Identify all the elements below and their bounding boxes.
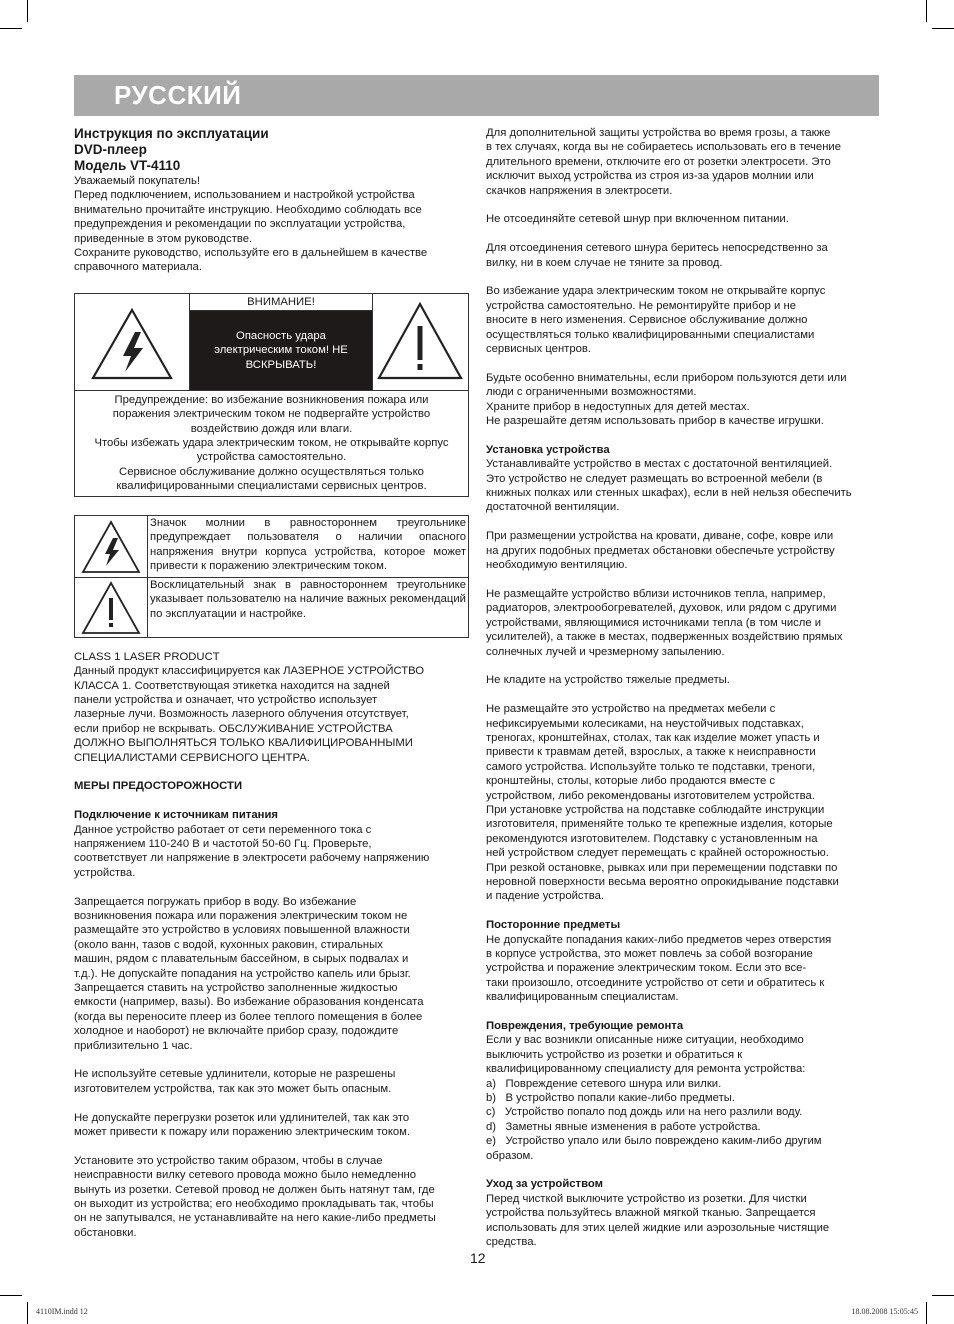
text-line: справочного материала. bbox=[74, 261, 202, 274]
text-line: соответствует ли напряжение в электросети рабочему напряжению bbox=[74, 852, 430, 865]
exclamation-triangle-icon bbox=[373, 294, 468, 390]
text-line: Не используйте сетевые удлинители, которые не разрешены bbox=[74, 1068, 396, 1081]
paragraph bbox=[486, 1033, 881, 1163]
symbol-description: Значок молнии в равностороннем треугольнике предупреждает пользователя о наличии опасного напряжения внутри корпуса устройства, которое может привести к поражению электрическим током. bbox=[150, 516, 466, 572]
text-line: внимательно прочитайте инструкцию. Необходимо соблюдать все bbox=[74, 203, 422, 216]
text-line: Не допускайте перегрузки розеток или удлинителей, так как это bbox=[74, 1111, 410, 1124]
text-line: Чтобы избежать удара электрическим током, не открывайте корпус bbox=[94, 437, 449, 450]
list-item: b) В устройство попали какие-либо предметы. bbox=[486, 1092, 736, 1105]
text-line: самого устройства. Используйте только те подставки, треноги, bbox=[486, 760, 816, 773]
text-line: Данное устройство работает от сети переменного тока с bbox=[74, 823, 372, 836]
crop-mark bbox=[27, 0, 28, 22]
symbol-row bbox=[75, 578, 468, 637]
text-line: приблизительно 1 час. bbox=[74, 1039, 193, 1052]
text-line: рекомендуются изготовителем. Подставку с установленным на bbox=[486, 832, 818, 845]
crop-mark bbox=[0, 28, 22, 29]
text-line: Не кладите на устройство тяжелые предметы. bbox=[486, 674, 730, 687]
text-line: в корпусе устройства, это может повлечь за собой возгорание bbox=[486, 948, 813, 960]
text-line: необходимую вентиляцию. bbox=[486, 559, 628, 572]
text-line: CLASS 1 LASER PRODUCT bbox=[74, 650, 220, 663]
paragraph bbox=[486, 933, 881, 1005]
text-line: длительного времени, отключите его от розетки электросети. Это bbox=[486, 155, 831, 168]
text-line: выключить устройство из розетки и обратиться к bbox=[486, 1048, 743, 1061]
text-line: неровной поверхности весьма вероятно опрокидывание подставки bbox=[486, 875, 839, 888]
text-line: При размещении устройства на кровати, диване, софе, ковре или bbox=[486, 530, 834, 543]
paragraph bbox=[486, 126, 881, 198]
text-line: холодное и наоборот) не включайте прибор сразу, подождите bbox=[74, 1025, 399, 1038]
text-line: устройства самостоятельно. bbox=[196, 451, 347, 464]
footer-file: 4110IM.indd 12 bbox=[36, 1307, 88, 1316]
text-line: Не разрешайте детям использовать прибор в качестве игрушки. bbox=[486, 415, 824, 428]
section-heading: МЕРЫ ПРЕДОСТОРОЖНОСТИ bbox=[74, 780, 243, 793]
paragraph bbox=[486, 529, 881, 572]
text-line: вынуть из розетки. Сетевой провод не должен быть натянут там, где bbox=[74, 1183, 435, 1196]
text-line: возникновения пожара или поражения электрическим током не bbox=[74, 909, 408, 922]
text-line: вносите в него изменения. Сервисное обслуживание должно bbox=[486, 314, 808, 327]
text-line: размещайте это устройство в условиях повышенной влажности bbox=[74, 924, 410, 937]
text-line: Во избежание удара электрическим током не открывайте корпус bbox=[486, 285, 826, 298]
text-line: может привести к пожару или поражению электрическим током. bbox=[74, 1126, 411, 1139]
text-line: Перед подключением, использованием и настройкой устройства bbox=[74, 189, 415, 202]
text-line: осуществляться только квалифицированными специалистами bbox=[486, 328, 815, 341]
text-line: он выходит из устройства; его необходимо прокладывать так, чтобы bbox=[74, 1198, 434, 1211]
text-line: т.д.). Не допускайте попадания на устройство капель или брызг. bbox=[74, 967, 411, 980]
page-number: 12 bbox=[470, 1250, 486, 1266]
text-line: скачков напряжения в электросети. bbox=[486, 184, 673, 197]
footer-date: 18.08.2008 15:05:45 bbox=[851, 1307, 918, 1316]
symbol-row bbox=[75, 516, 468, 578]
text-line: Запрещается ставить на устройство заполненные жидкостью bbox=[74, 981, 398, 994]
text-line: Перед чисткой выключите устройство из розетки. Для чистки bbox=[486, 1192, 807, 1205]
text-line: устройства и поражение электрическим током. Если это все- bbox=[486, 962, 807, 975]
paragraph bbox=[486, 702, 881, 904]
text-line: треногах, кронштейнах, столах, так как изделие может упасть и bbox=[486, 731, 820, 744]
text-line: обстановки. bbox=[74, 1226, 137, 1239]
text-line: панели устройства и означает, что устройство использует bbox=[74, 693, 378, 706]
text-line: Для дополнительной защиты устройства во время грозы, а также bbox=[486, 127, 831, 139]
text-line: кронштейны, столы, которые либо продаются вместе с bbox=[486, 775, 776, 788]
text-line: Если у вас возникли описанные ниже ситуации, необходимо bbox=[486, 1034, 804, 1047]
text-line: радиаторов, электрообогревателей, духовок, или рядом с другими bbox=[486, 602, 837, 615]
text-line: нефиксируемыми колесиками, на неустойчивых подставках, bbox=[486, 717, 804, 730]
text-line: солнечных лучей и чрезмерному запылению. bbox=[486, 645, 725, 658]
text-line: устройством, либо рекомендованы изготовителем устройства. bbox=[486, 789, 815, 802]
text-line: КЛАССА 1. Соответствующая этикетка находится на задней bbox=[74, 679, 390, 692]
warning-text bbox=[75, 391, 468, 496]
paragraph bbox=[74, 1111, 469, 1140]
header-bar bbox=[74, 75, 879, 116]
page-title: РУССКИЙ bbox=[114, 80, 242, 110]
title-line: Инструкция по эксплуатации bbox=[74, 126, 269, 141]
text-line: напряжением 110-240 В и частотой 50-60 Гц. Проверьте, bbox=[74, 837, 372, 850]
text-line: Сохраните руководство, используйте его в дальнейшем в качестве bbox=[74, 247, 428, 260]
text-line: Установите это устройство таким образом, чтобы в случае bbox=[74, 1154, 383, 1167]
title-line: Модель VT-4110 bbox=[74, 158, 181, 173]
text-line: и падение устройства. bbox=[486, 890, 605, 903]
text-line: устройствами, являющимися источниками тепла (в том числе и bbox=[486, 616, 822, 629]
text-line: средства. bbox=[486, 1236, 537, 1249]
crop-mark bbox=[27, 1302, 28, 1324]
text-line: Храните прибор в недоступных для детей местах. bbox=[486, 400, 750, 413]
subsection-heading: Посторонние предметы bbox=[486, 919, 621, 932]
crop-mark bbox=[932, 1295, 954, 1296]
crop-mark bbox=[926, 0, 927, 22]
text-line: Сервисное обслуживание должно осуществляться только bbox=[119, 465, 424, 478]
paragraph bbox=[74, 1067, 469, 1096]
text-line: Данный продукт классифицируется как ЛАЗЕРНОЕ УСТРОЙСТВО bbox=[74, 665, 425, 678]
text-line: образом. bbox=[486, 1149, 534, 1162]
crop-mark bbox=[926, 1302, 927, 1324]
text-line: изготовителя, применяйте только те крепежные изделия, которые bbox=[486, 818, 833, 831]
paragraph bbox=[74, 823, 469, 881]
text-line: ДОЛЖНО ВЫПОЛНЯТЬСЯ ТОЛЬКО КВАЛИФИЦИРОВАННЫМИ bbox=[74, 737, 413, 750]
doc-title bbox=[74, 126, 469, 174]
text-line: машин, рядом с плавательным бассейном, в сырых подвалах и bbox=[74, 953, 409, 966]
list-item: d) Заметны явные изменения в работе устройства. bbox=[486, 1120, 761, 1133]
text-line: Не допускайте попадания каких-либо предметов через отверстия bbox=[486, 933, 832, 946]
warning-label: ВНИМАНИЕ! bbox=[190, 294, 372, 311]
warning-black-panel: Опасность удара электрическим током! НЕ ВСКРЫВАТЬ! bbox=[190, 311, 372, 390]
paragraph bbox=[486, 457, 881, 515]
text-line: При резкой остановке, рывках или при перемещении подставки по bbox=[486, 861, 838, 874]
warning-box bbox=[74, 293, 469, 497]
text-line: приведенные в этом руководстве. bbox=[74, 232, 253, 245]
text-line: (когда вы переносите плеер из более теплого помещения в более bbox=[74, 1010, 423, 1023]
text-line: устройства. bbox=[74, 866, 136, 879]
text-line: Для отсоединения сетевого шнура беритесь непосредственно за bbox=[486, 242, 828, 255]
text-line: Предупреждение: во избежание возникновения пожара или bbox=[114, 393, 429, 406]
text-line: книжных полках или стенных шкафах), если в ней нельзя обеспечить bbox=[486, 487, 852, 500]
subsection-heading: Установка устройства bbox=[486, 443, 610, 456]
text-line: емкости (например, вазы). Во избежание образования конденсата bbox=[74, 996, 424, 1009]
text-line: Будьте особенно внимательны, если прибором пользуются дети или bbox=[486, 371, 847, 384]
paragraph bbox=[486, 241, 881, 270]
paragraph bbox=[486, 371, 881, 429]
subsection-heading: Подключение к источникам питания bbox=[74, 809, 278, 822]
crop-mark bbox=[932, 28, 954, 29]
list-item: e) Устройство упало или было повреждено каким-либо другим bbox=[486, 1135, 822, 1148]
text-line: предупреждения и рекомендации по эксплуатации устройства, bbox=[74, 218, 406, 231]
text-line: достаточной вентиляции. bbox=[486, 501, 620, 514]
text-line: люди с ограниченными возможностями. bbox=[486, 386, 697, 399]
text-line: таки произошло, отсоедините устройство от сети и обратитесь к bbox=[486, 976, 825, 989]
text-line: квалифицированным специалистам. bbox=[486, 991, 679, 1004]
text-line: неисправности вилку сетевого провода можно было немедленно bbox=[74, 1169, 417, 1182]
text-line: он не запутывался, не устанавливайте на него какие-либо предметы bbox=[74, 1212, 436, 1225]
text-line: ней устройством следует перемещать с крайней осторожностью. bbox=[486, 847, 829, 860]
text-line: Устанавливайте устройство в местах с достаточной вентиляцией. bbox=[486, 458, 833, 471]
text-line: Это устройство не следует размещать во встроенной мебели (в bbox=[486, 472, 823, 485]
exclamation-triangle-icon bbox=[75, 578, 148, 637]
text-line: привести к травмам детей, взрослых, а также к неисправности bbox=[486, 746, 816, 759]
text-line: исключит выход устройства из строя из-за ударов молнии или bbox=[486, 170, 814, 183]
text-line: устройства самостоятельно. Не ремонтируйте прибор и не bbox=[486, 299, 797, 312]
text-line: Не размещайте это устройство на предметах мебели с bbox=[486, 703, 776, 716]
text-line: если прибор не вскрывать. ОБСЛУЖИВАНИЕ УСТРОЙСТВА bbox=[74, 722, 393, 735]
intro-paragraph bbox=[74, 174, 469, 275]
text-line: в тех случаях, когда вы не собираетесь использовать его в течение bbox=[486, 141, 842, 154]
text-line: поражения электрическим током не подвергайте устройство bbox=[112, 408, 431, 421]
list-item: c) Устройство попало под дождь или на него разлили воду. bbox=[486, 1106, 803, 1119]
symbol-description: Восклицательный знак в равностороннем треугольнике указывает пользователю на наличие важных рекомендаций по эксплуатации и настройке. bbox=[150, 578, 466, 620]
symbol-table bbox=[74, 515, 469, 638]
text-line: СПЕЦИАЛИСТАМИ СЕРВИСНОГО ЦЕНТРА. bbox=[74, 751, 310, 764]
text-line: При установке устройства на подставке соблюдайте инструкции bbox=[486, 803, 825, 816]
text-line: Уважаемый покупатель! bbox=[74, 175, 200, 187]
paragraph bbox=[74, 895, 469, 1053]
laser-paragraph bbox=[74, 650, 469, 765]
text-line: Не отсоединяйте сетевой шнур при включенном питании. bbox=[486, 213, 789, 226]
text-line: изготовителем устройства, так как это может быть опасным. bbox=[74, 1082, 392, 1095]
paragraph bbox=[74, 1154, 469, 1240]
text-line: использовать для этих целей жидкие или аэрозольные чистящие bbox=[486, 1221, 830, 1234]
lightning-triangle-icon bbox=[75, 516, 148, 577]
paragraph bbox=[486, 284, 881, 356]
text-line: вилку, ни в коем случае не тяните за провод. bbox=[486, 256, 723, 269]
right-column bbox=[486, 126, 881, 1250]
text-line: квалифицированному специалисту для ремонта устройства: bbox=[486, 1063, 806, 1076]
lightning-triangle-icon bbox=[75, 294, 190, 390]
text-line: лазерные лучи. Возможность лазерного облучения отсутствует, bbox=[74, 708, 409, 721]
text-line: на других подобных предметах обстановки обеспечьте устройству bbox=[486, 544, 835, 557]
paragraph bbox=[486, 1192, 881, 1250]
left-column bbox=[74, 126, 469, 1240]
paragraph bbox=[486, 587, 881, 659]
text-line: квалифицированными специалистами сервисных центров. bbox=[116, 480, 427, 493]
text-line: устройства пользуйтесь влажной мягкой тканью. Запрещается bbox=[486, 1207, 816, 1220]
text-line: Не размещайте устройство вблизи источников тепла, например, bbox=[486, 587, 826, 600]
text-line: усилителей), а также в местах, подверженных воздействию прямых bbox=[486, 631, 843, 644]
title-line: DVD-плеер bbox=[74, 142, 147, 157]
text-line: воздействию дождя или влаги. bbox=[190, 422, 353, 435]
crop-mark bbox=[0, 1295, 22, 1296]
subsection-heading: Повреждения, требующие ремонта bbox=[486, 1020, 684, 1033]
text-line: Запрещается погружать прибор в воду. Во избежание bbox=[74, 895, 357, 908]
list-item: a) Повреждение сетевого шнура или вилки. bbox=[486, 1077, 722, 1090]
text-line: сервисных центров. bbox=[486, 343, 592, 356]
text-line: (около ванн, тазов с водой, кухонных раковин, стиральных bbox=[74, 938, 383, 951]
subsection-heading: Уход за устройством bbox=[486, 1178, 603, 1191]
